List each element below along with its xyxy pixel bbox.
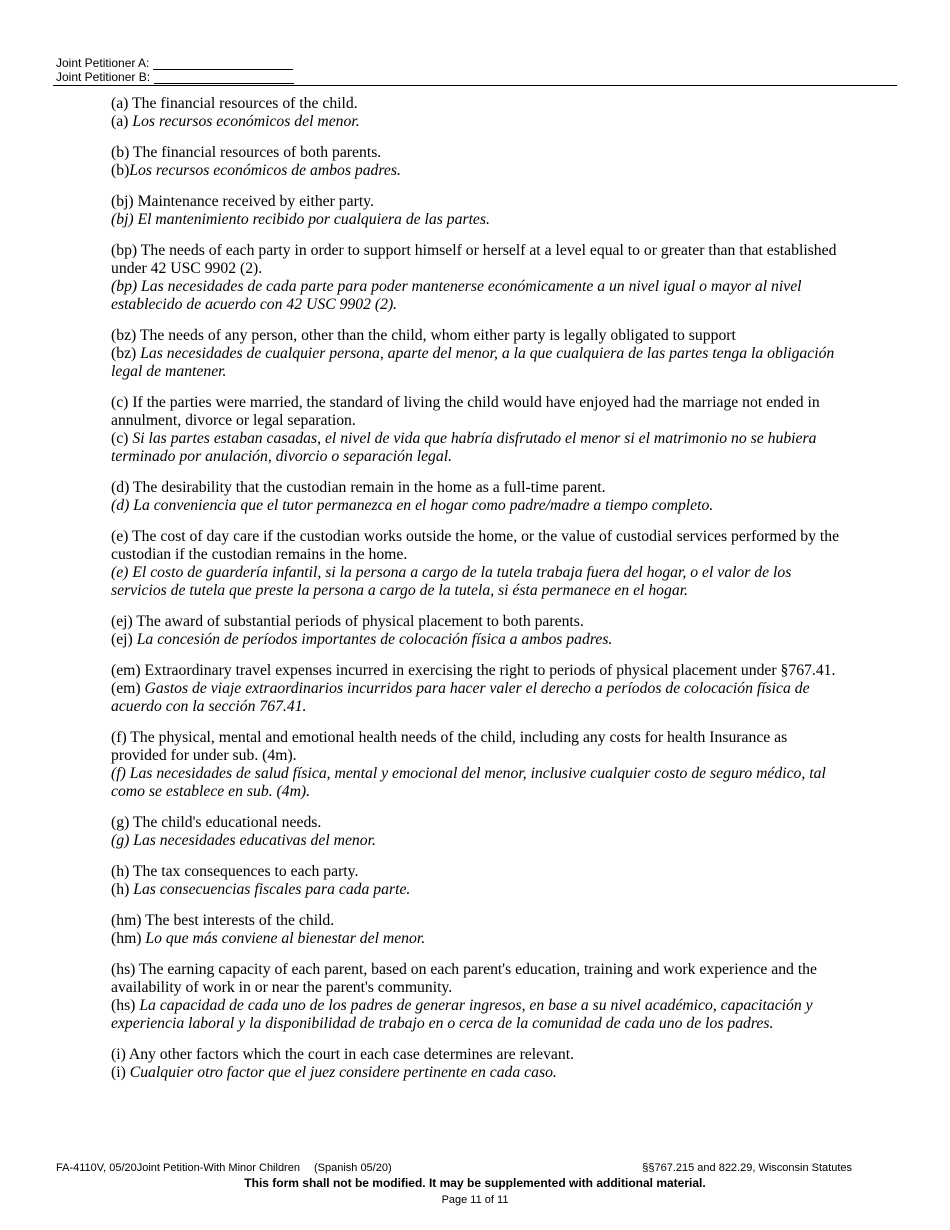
petitioner-a-blank [153,58,293,70]
factor-spanish [111,631,846,649]
factor-spanish-prefix: (ej) [111,631,137,648]
factor-spanish-prefix: (b) [111,162,130,179]
factor-spanish [111,930,846,948]
factor-spanish-text: Las consecuencias fiscales para cada parte. [133,881,411,898]
factor-spanish-text: Los recursos económicos de ambos padres. [129,162,401,179]
factor-spanish-prefix: (hm) [111,930,146,947]
factor-english: (hm) The best interests of the child. [111,912,335,929]
factor-spanish [111,278,846,314]
petitioner-b-row [56,70,294,84]
factor-english: (b) The financial resources of both parents. [111,144,382,161]
factor-spanish [111,497,846,515]
factor-spanish-text: Lo que más conviene al bienestar del menor. [145,930,426,947]
factor-spanish-text: Cualquier otro factor que el juez considere pertinente en cada caso. [129,1064,557,1081]
factor-spanish [111,881,846,899]
factor-spanish-prefix: (a) [111,113,133,130]
factor-item [111,95,846,131]
factor-spanish-text: La concesión de períodos importantes de colocación física a ambos padres. [136,631,613,648]
factor-english: (e) The cost of day care if the custodian works outside the home, or the value of custodial services performed by the custodian if the custodian remains in the home. [111,528,840,563]
spanish-version: (Spanish 05/20) [313,1162,392,1174]
factor-item [111,144,846,180]
factor-english: (i) Any other factors which the court in each case determines are relevant. [111,1046,575,1063]
petitioner-a-row [56,56,294,70]
factor-spanish-prefix: (hs) [111,997,140,1014]
factor-english: (bj) Maintenance received by either party. [111,193,374,210]
header-rule [53,85,897,86]
factor-spanish-prefix: (i) [111,1064,130,1081]
factor-english: (g) The child's educational needs. [111,814,322,831]
factor-item [111,662,846,716]
factor-spanish-text: Gastos de viaje extraordinarios incurridos para hacer valer el derecho a períodos de colocación física de acuerdo con la sección 767.41. [111,680,810,715]
factor-spanish [111,430,846,466]
factor-spanish-text: (bj) El mantenimiento recibido por cualquiera de las partes. [111,211,490,228]
statute-reference: §§767.215 and 822.29, Wisconsin Statutes [642,1162,852,1174]
factor-english: (bz) The needs of any person, other than the child, whom either party is legally obligated to support [111,327,736,344]
factor-english: (a) The financial resources of the child. [111,95,358,112]
factor-spanish [111,113,846,131]
factor-spanish-text: Los recursos económicos del menor. [132,113,360,130]
factor-spanish-text: (e) El costo de guardería infantil, si la persona a cargo de la tutela trabaja fuera del hogar, o el valor de los servicios de tutela que preste la persona a cargo de la tutela, si ésta permanece en el hogar. [111,564,792,599]
factor-item [111,1046,846,1082]
factor-spanish [111,997,846,1033]
form-id [56,1161,392,1175]
factor-english: (c) If the parties were married, the standard of living the child would have enjoyed had the marriage not ended in annulment, divorce or legal separation. [111,394,820,429]
factor-spanish [111,211,846,229]
factor-item [111,242,846,314]
factor-english: (bp) The needs of each party in order to support himself or herself at a level equal to or greater than that established under 42 USC 9902 (2). [111,242,837,277]
factor-spanish [111,564,846,600]
factor-english: (f) The physical, mental and emotional health needs of the child, including any costs for health Insurance as provided for under sub. (4m). [111,729,788,764]
factor-english: (h) The tax consequences to each party. [111,863,359,880]
factor-spanish [111,680,846,716]
factor-spanish-text: (bp) Las necesidades de cada parte para poder mantenerse económicamente a un nivel igual o mayor al nivel establecido de acuerdo con 42 USC 9902 (2). [111,278,802,313]
factor-spanish [111,832,846,850]
modification-notice: This form shall not be modified. It may be supplemented with additional material. [244,1176,706,1190]
factor-english: (d) The desirability that the custodian remain in the home as a full-time parent. [111,479,606,496]
factor-spanish-text: (g) Las necesidades educativas del menor. [111,832,376,849]
factor-spanish-prefix: (h) [111,881,134,898]
factor-item [111,394,846,466]
petitioner-header [56,56,294,84]
factor-english: (hs) The earning capacity of each parent, based on each parent's education, training and work experience and the availability of work in or near the parent's community. [111,961,817,996]
factor-item [111,729,846,801]
factor-spanish-prefix: (em) [111,680,145,697]
factor-spanish-prefix: (bz) [111,345,141,362]
factor-item [111,613,846,649]
factor-spanish-text: La capacidad de cada uno de los padres de generar ingresos, en base a su nivel académico, capacitación y experiencia laboral y la disponibilidad de trabajo en o cerca de la comunidad de cada uno de los padres. [111,997,813,1032]
factor-spanish [111,765,846,801]
petitioner-a-label: Joint Petitioner A: [56,56,150,70]
factor-item [111,912,846,948]
petitioner-b-blank [154,72,294,84]
petitioner-b-label: Joint Petitioner B: [56,70,151,84]
form-id-text: FA-4110V, 05/20Joint Petition-With Minor Children [56,1162,300,1174]
factor-spanish-text: (d) La conveniencia que el tutor permanezca en el hogar como padre/madre a tiempo completo. [111,497,714,514]
factor-item [111,961,846,1033]
factor-spanish [111,1064,846,1082]
factor-english: (ej) The award of substantial periods of physical placement to both parents. [111,613,584,630]
factor-item [111,193,846,229]
factor-item [111,863,846,899]
factor-spanish [111,345,846,381]
factor-item [111,814,846,850]
factor-spanish-text: (f) Las necesidades de salud física, mental y emocional del menor, inclusive cualquier costo de seguro médico, tal como se establece en sub. (4m). [111,765,826,800]
factor-spanish [111,162,846,180]
factor-item [111,327,846,381]
page-number: Page 11 of 11 [441,1194,509,1206]
factor-english: (em) Extraordinary travel expenses incurred in exercising the right to periods of physical placement under §767.41. [111,662,836,679]
factor-spanish-text: Las necesidades de cualquier persona, aparte del menor, a la que cualquiera de las partes tenga la obligación legal de mantener. [111,345,835,380]
factor-list [111,95,846,1095]
factor-spanish-text: Si las partes estaban casadas, el nivel de vida que habría disfrutado el menor si el matrimonio no se hubiera terminado por anulación, divorcio o separación legal. [111,430,817,465]
factor-item [111,528,846,600]
factor-item [111,479,846,515]
factor-spanish-prefix: (c) [111,430,133,447]
